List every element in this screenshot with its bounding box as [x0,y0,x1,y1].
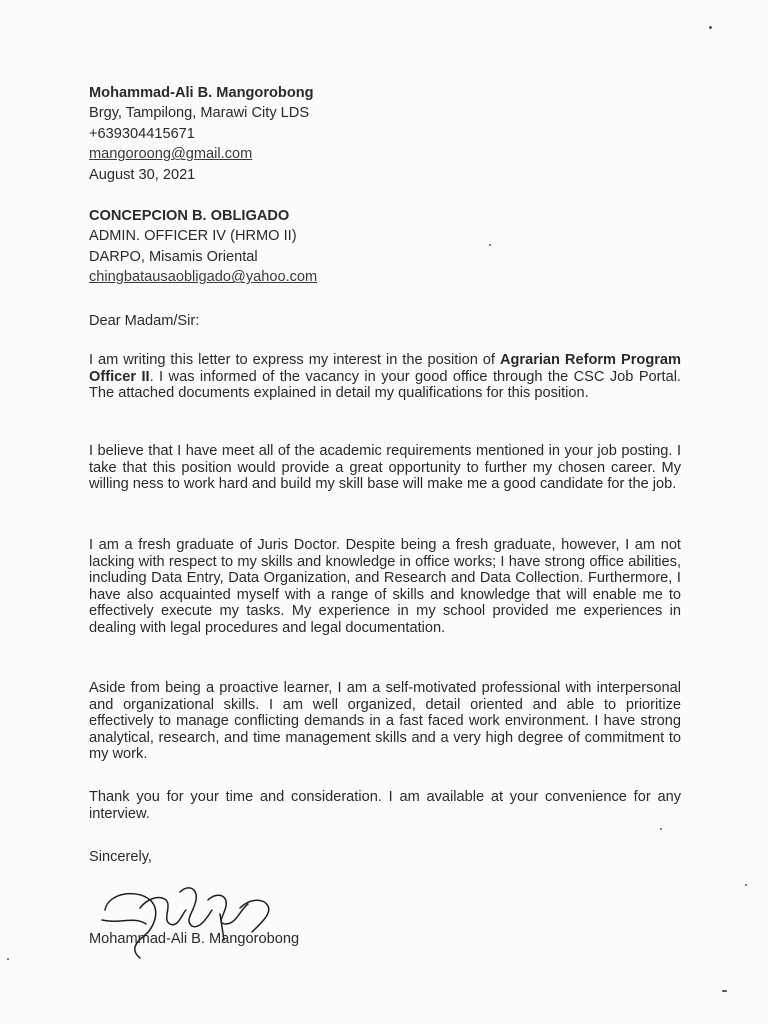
paragraph-4: Aside from being a proactive learner, I am a self-motivated professional with interpersonal and organizational skills. I am well organized, detail oriented and able to prioritize effectively to manage conflicting demands in a fast faced work environment. I have strong analytical, research, and time management skills and a very high degree of commitment to my work. [89,680,681,763]
recipient-block [89,206,681,288]
recipient-name: CONCEPCION B. OBLIGADO [89,208,290,224]
closing-text: Sincerely, [89,849,152,865]
scan-speck [722,990,727,992]
paragraph-3: I am a fresh graduate of Juris Doctor. Despite being a fresh graduate, however, I am not lacking with respect to my skills and knowledge in office works; I have strong office abilities, including Data Entry, Data Organization, and Research and Data Collection. Furthermore, I have also acquainted myself with a range of skills and knowledge that will enable me to effectively execute my tasks. My experience in my school provided me experiences in dealing with legal procedures and legal documentation. [89,537,681,636]
sender-block [89,83,681,185]
sender-address: Brgy, Tampilong, Marawi City LDS [89,105,310,122]
recipient-office: DARPO, Misamis Oriental [89,248,258,265]
recipient-title: ADMIN. OFFICER IV (HRMO II) [89,228,297,245]
paragraph-1 [89,352,681,402]
scan-speck [745,884,747,886]
sender-phone: +639304415671 [89,125,195,142]
closing [89,847,681,867]
sender-name: Mohammad-Ali B. Mangorobong [89,85,314,101]
position-title: Agrarian Reform Program Officer II [89,352,682,385]
paragraph-2: I believe that I have meet all of the academic requirements mentioned in your job posting. I take that this position would provide a great opportunity to further my chosen career. My willing ness to work hard and build my skill base will make me a good candidate for the job. [89,443,681,493]
salutation [89,311,681,331]
sender-email-link[interactable]: mangoroong@gmail.com [89,146,253,163]
handwritten-signature [100,880,290,970]
scan-speck [7,958,9,960]
signature-typed-name: Mohammad-Ali B. Mangorobong [89,931,300,947]
salutation-text: Dear Madam/Sir: [89,313,200,329]
paragraph-5: Thank you for your time and consideration. I am available at your convenience for any interview. [89,789,681,822]
letter-date: August 30, 2021 [89,166,196,183]
scan-speck [709,26,712,29]
paragraph-1-intro: I am writing this letter to express my interest in the position of [89,352,500,368]
recipient-email-link[interactable]: chingbatausaobligado@yahoo.com [89,269,318,286]
scan-speck [660,828,662,830]
paragraph-1-rest: . I was informed of the vacancy in your good office through the CSC Job Portal. The attached documents explained in detail my qualifications for this position. [89,368,681,402]
